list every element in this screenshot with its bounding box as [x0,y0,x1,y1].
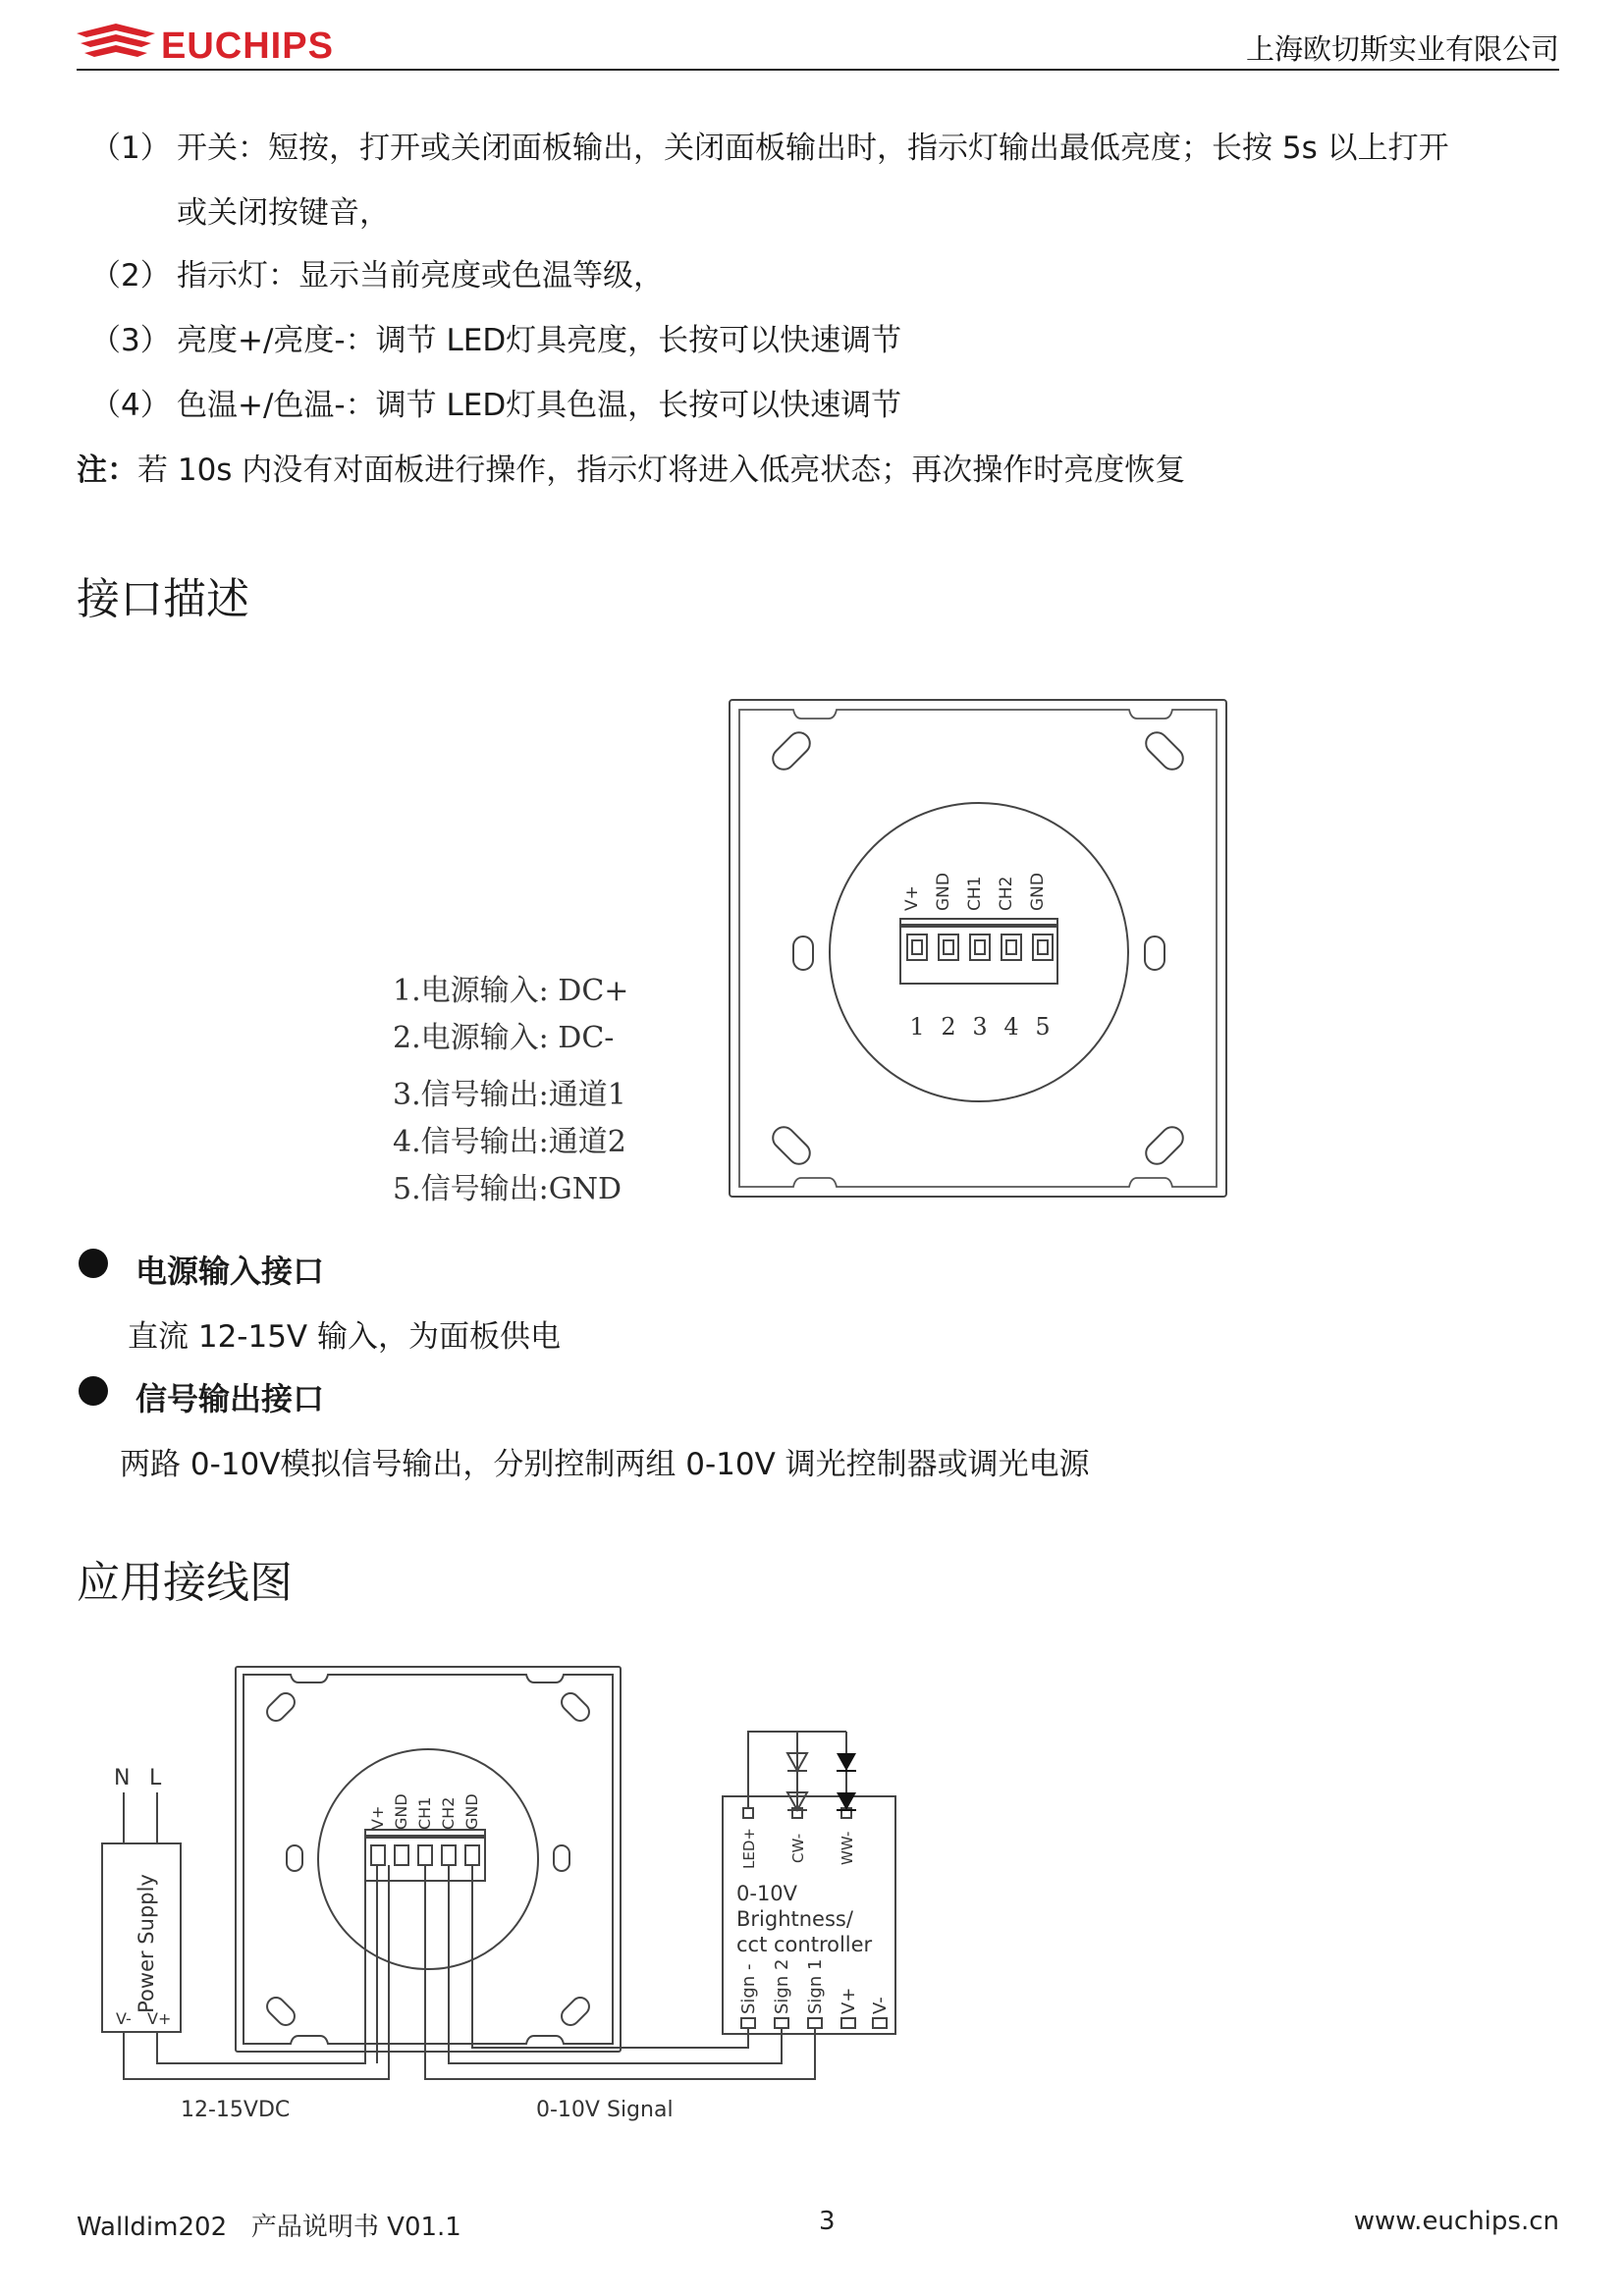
item-2-text: 指示灯：显示当前亮度或色温等级， [177,258,664,294]
item-1-text-cont: 或关闭按键音， [177,195,390,231]
logo-stripes-icon [77,24,155,63]
footer-page-number: 3 [819,2207,836,2236]
psu-label: Power Supply [135,1874,158,2013]
terminal-label-4: CH2 [997,876,1016,911]
signal-output-text: 两路 0-10V模拟信号输出，分别控制两组 0-10V 调光控制器或调光电源 [120,1447,1090,1482]
controller-vplus: V+ [839,1987,859,2014]
controller-sign-2: Sign 2 [772,1958,792,2014]
bullet-icon [79,1249,108,1278]
footer-url[interactable]: www.euchips.cn [1353,2207,1559,2236]
item-2-number: （2） [90,258,171,294]
signal-output-title: 信号输出接口 [135,1380,325,1417]
item-1-text: 开关：短按，打开或关闭面板输出，关闭面板输出时，指示灯输出最低亮度；长按 5s 以上打开 [177,131,1449,166]
terminal-number-4: 4 [1003,1013,1019,1041]
controller-cw: CW- [789,1833,807,1863]
panel-terminal-label-1: V+ [368,1805,387,1830]
pin-item-5: 5.信号输出:GND [393,1172,622,1206]
controller-vminus: V- [870,1997,891,2014]
footer-doc-name: Walldim202 [77,2213,228,2242]
terminal-label-2: GND [934,873,953,911]
pin-item-2: 2.电源输入: DC- [393,1021,615,1055]
wiring-diagram [98,1659,913,2140]
psu-terminal-neg: V- [116,2009,132,2028]
footer-doc-title: 产品说明书 V01.1 [250,2213,461,2242]
controller-desc-3: cct controller [736,1933,873,1956]
controller-desc-1: 0-10V [736,1882,798,1905]
item-1-number: （1） [90,131,171,166]
pin-item-4: 4.信号输出:通道2 [393,1125,626,1159]
power-input-text: 直流 12-15V 输入，为面板供电 [128,1319,561,1355]
controller-desc-2: Brightness/ [736,1907,853,1931]
panel-back-diagram [727,697,1237,1207]
controller-led-plus: LED+ [740,1828,758,1869]
note-text: 若 10s 内没有对面板进行操作，指示灯将进入低亮状态；再次操作时亮度恢复 [137,453,1186,488]
pin-item-1: 1.电源输入: DC+ [393,974,629,1008]
pin-item-3: 3.信号输出:通道1 [393,1078,626,1112]
note-label: 注： [77,453,137,488]
wiring-heading: 应用接线图 [77,1558,293,1608]
item-3-number: （3） [90,323,171,358]
mains-n: N [114,1766,131,1790]
panel-terminal-label-5: GND [462,1793,481,1830]
terminal-label-5: GND [1028,873,1048,911]
panel-terminal-label-3: CH1 [415,1796,434,1830]
terminal-block [907,934,1053,960]
terminal-number-1: 1 [909,1013,925,1041]
terminal-number-3: 3 [972,1013,988,1041]
terminal-number-5: 5 [1035,1013,1051,1041]
item-4-number: （4） [90,388,171,423]
brand-name: EUCHIPS [161,26,334,67]
bullet-icon [79,1376,108,1406]
item-4-text: 色温+/色温-：调节 LED灯具色温，长按可以快速调节 [177,388,902,423]
power-input-title: 电源输入接口 [135,1253,325,1290]
company-name: 上海欧切斯实业有限公司 [1245,32,1559,66]
label-power: 12-15VDC [181,2098,291,2122]
label-signal: 0-10V Signal [536,2098,674,2122]
note [77,455,1185,486]
panel-terminal-label-2: GND [392,1793,410,1830]
controller-ww: WW- [839,1831,856,1865]
controller-sign-1: Sign 1 [805,1958,826,2014]
footer-doc [77,2207,461,2243]
terminal-number-2: 2 [941,1013,956,1041]
item-3-text: 亮度+/亮度-：调节 LED灯具亮度，长按可以快速调节 [177,323,902,358]
controller-sign-minus: Sign - [738,1963,759,2014]
psu-terminal-pos: V+ [147,2009,172,2028]
mains-l: L [149,1766,162,1790]
terminal-label-1: V+ [902,885,922,911]
brand-logo [77,24,352,71]
panel-terminal-label-4: CH2 [439,1796,458,1830]
header-rule [77,69,1559,71]
interface-heading: 接口描述 [77,574,249,624]
terminal-label-3: CH1 [965,876,985,911]
